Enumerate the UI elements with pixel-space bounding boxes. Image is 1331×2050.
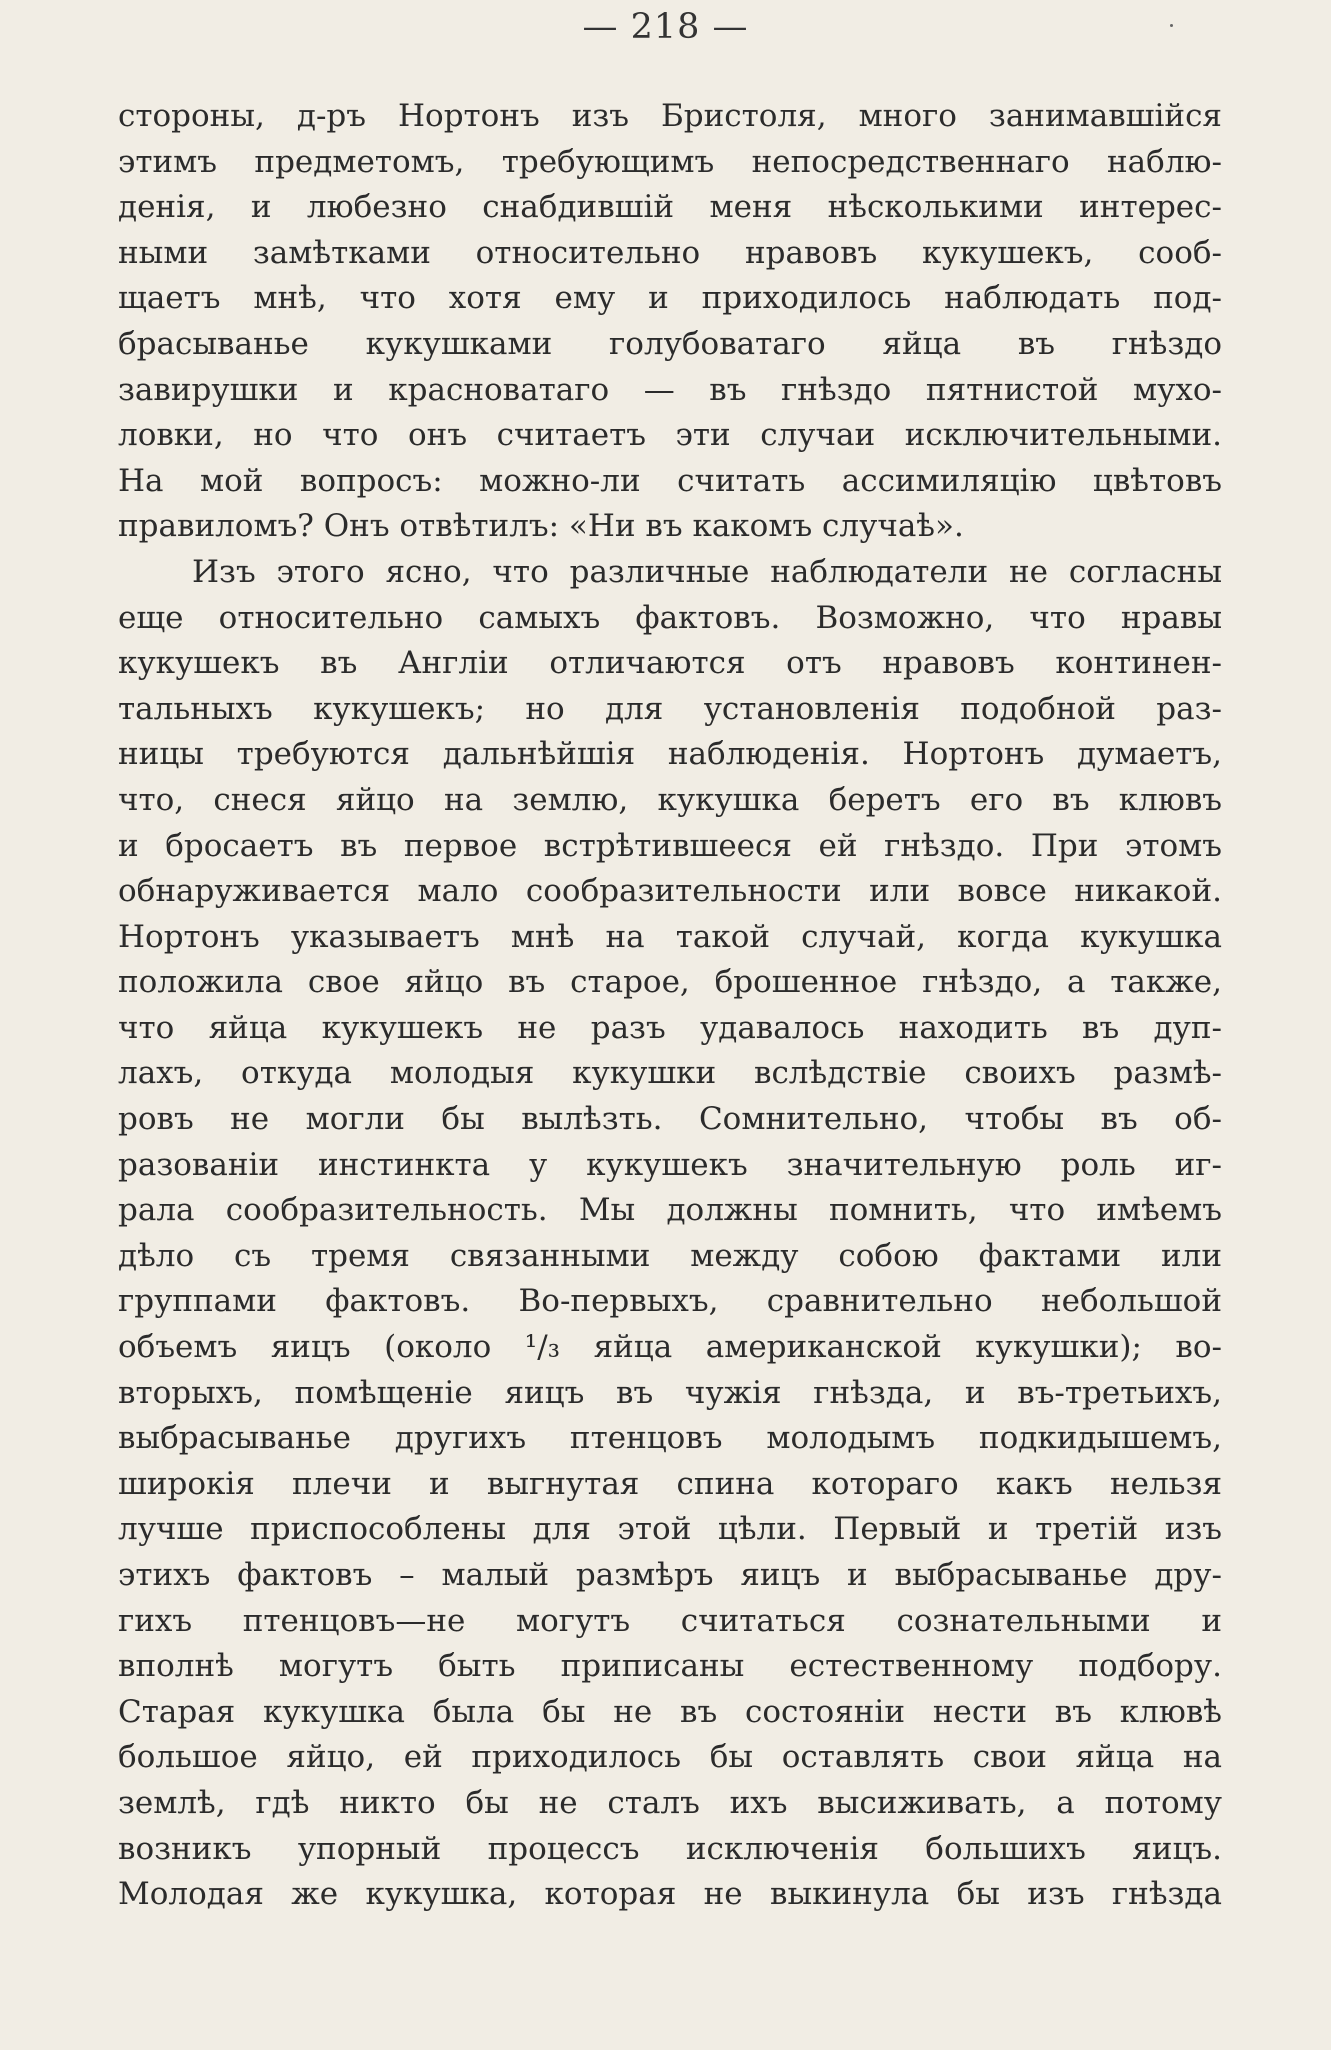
text-line: завирушки и красноватаго — въ гнѣздо пятнистой мухо-	[118, 371, 1222, 408]
text-line: землѣ, гдѣ никто бы не сталъ ихъ высиживать, а потому	[118, 1784, 1222, 1821]
text-line: Старая кукушка была бы не въ состояніи нести въ клювѣ	[118, 1693, 1222, 1730]
text-line: тальныхъ кукушекъ; но для установленія подобной раз-	[118, 690, 1222, 727]
text-line: что яйца кукушекъ не разъ удавалось находить въ дуп-	[118, 1009, 1222, 1046]
text-line: ными замѣтками относительно нравовъ кукушекъ, сооб-	[118, 234, 1222, 271]
text-line: гихъ птенцовъ—не могутъ считаться сознательными и	[118, 1602, 1222, 1639]
text-line: группами фактовъ. Во-первыхъ, сравнительно небольшой	[118, 1283, 1222, 1320]
text-line: стороны, д-ръ Нортонъ изъ Бристоля, много занимавшійся	[118, 98, 1222, 134]
text-line: и бросаетъ въ первое встрѣтившееся ей гнѣздо. При этомъ	[118, 827, 1222, 864]
text-line: лахъ, откуда молодыя кукушки вслѣдствіе своихъ размѣ-	[118, 1055, 1222, 1092]
text-line: Нортонъ указываетъ мнѣ на такой случай, когда кукушка	[118, 918, 1222, 955]
page-number: — 218 —	[582, 7, 749, 47]
text-line: брасыванье кукушками голубоватаго яйца въ гнѣздо	[118, 325, 1222, 362]
text-line: положила свое яйцо въ старое, брошенное гнѣздо, а также,	[118, 964, 1222, 1001]
text-line: обнаруживается мало сообразительности или вовсе никакой.	[118, 873, 1222, 910]
text-line: вполнѣ могутъ быть приписаны естественному подбору.	[118, 1648, 1222, 1685]
text-line: кукушекъ въ Англіи отличаются отъ нравовъ континен-	[118, 645, 1222, 682]
text-line: рала сообразительность. Мы должны помнить, что имѣемъ	[118, 1192, 1222, 1229]
text-line: щаетъ мнѣ, что хотя ему и приходилось наблюдать под-	[118, 280, 1222, 317]
text-line: Изъ этого ясно, что различные наблюдатели не согласны	[192, 553, 1222, 590]
text-line: этимъ предметомъ, требующимъ непосредственнаго наблю-	[118, 143, 1222, 180]
text-line: большое яйцо, ей приходилось бы оставлять свои яйца на	[118, 1739, 1222, 1776]
text-line: ловки, но что онъ считаетъ эти случаи исключительными.	[118, 417, 1222, 454]
text-line: выбрасыванье другихъ птенцовъ молодымъ подкидышемъ,	[118, 1420, 1222, 1457]
text-line: ницы требуются дальнѣйшія наблюденія. Нортонъ думаетъ,	[118, 736, 1222, 773]
text-line: правиломъ? Онъ отвѣтилъ: «Ни въ какомъ случаѣ».	[118, 508, 964, 545]
text-line: разованіи инстинкта у кукушекъ значительную роль иг-	[118, 1146, 1222, 1183]
text-line: На мой вопросъ: можно-ли считать ассимиляцію цвѣтовъ	[118, 462, 1222, 499]
text-line: денія, и любезно снабдившій меня нѣсколькими интерес-	[118, 189, 1222, 226]
text-line: вторыхъ, помѣщеніе яицъ въ чужія гнѣзда, и въ-третьихъ,	[118, 1374, 1222, 1411]
text-line: дѣло съ тремя связанными между собою фактами или	[118, 1237, 1222, 1274]
body-text	[118, 94, 1222, 1918]
text-line: Молодая же кукушка, которая не выкинула бы изъ гнѣзда	[118, 1876, 1222, 1913]
text-line: еще относительно самыхъ фактовъ. Возможно, что нравы	[118, 599, 1222, 636]
text-line: объемъ яицъ (около ¹/₃ яйца американской кукушки); во-	[118, 1329, 1222, 1366]
text-line: что, снеся яйцо на землю, кукушка беретъ его въ клювъ	[118, 781, 1222, 818]
text-line: возникъ упорный процессъ исключенія большихъ яицъ.	[118, 1830, 1222, 1867]
text-line: лучше приспособлены для этой цѣли. Первый и третій изъ	[118, 1511, 1222, 1548]
text-line: этихъ фактовъ – малый размѣръ яицъ и выбрасыванье дру-	[118, 1557, 1222, 1593]
text-line: ровъ не могли бы вылѣзть. Сомнительно, чтобы въ об-	[118, 1101, 1222, 1138]
text-line: широкія плечи и выгнутая спина котораго какъ нельзя	[118, 1465, 1222, 1502]
paper-speck	[1170, 24, 1173, 27]
